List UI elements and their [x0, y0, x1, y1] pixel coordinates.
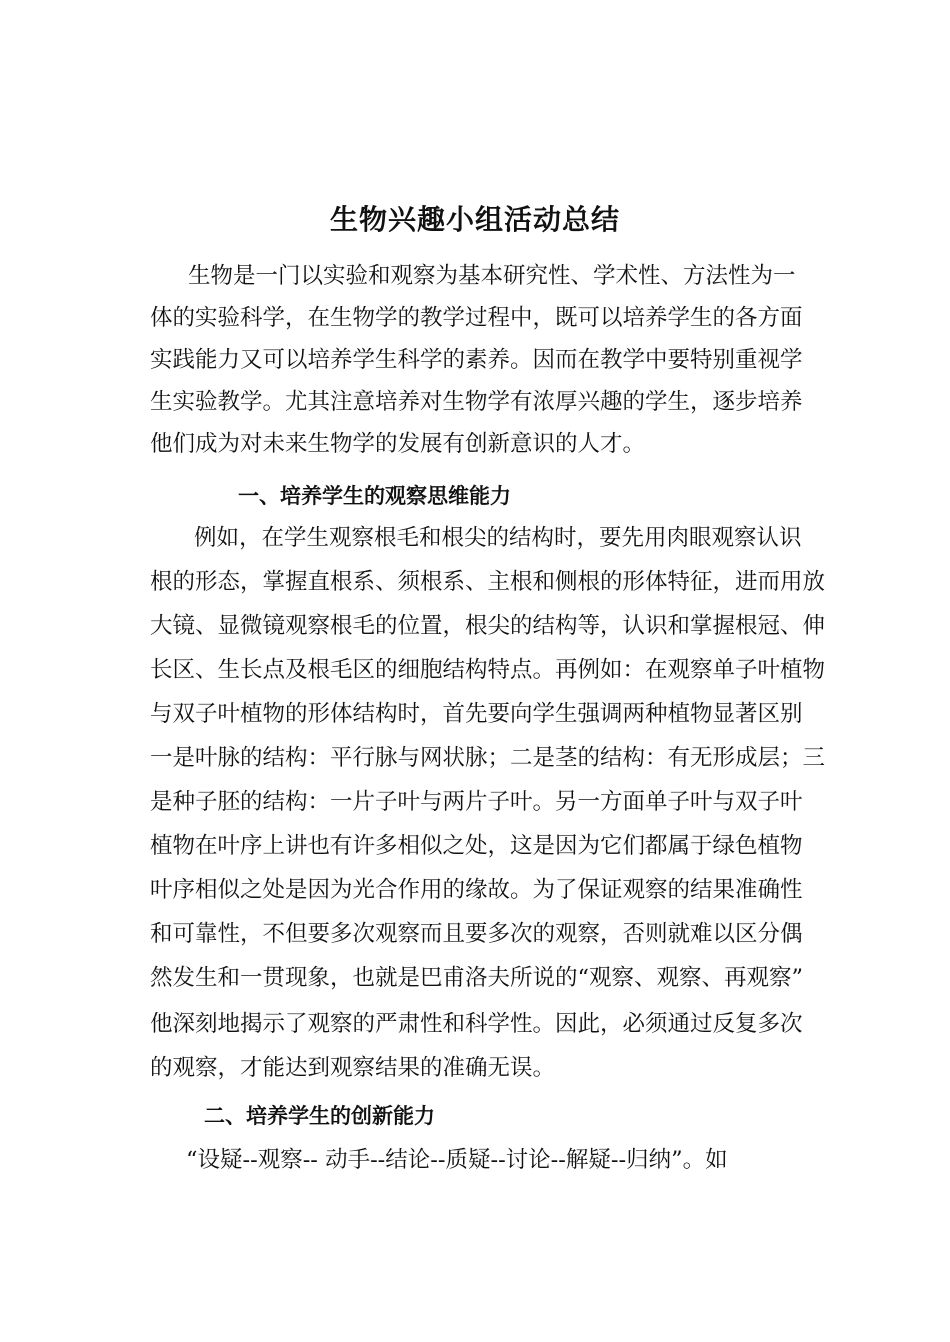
paragraph-line: 实践能力又可以培养学生科学的素养。因而在教学中要特别重视学 [150, 347, 803, 373]
paragraph-line: 例如，在学生观察根毛和根尖的结构时，要先用肉眼观察认识 [194, 525, 802, 551]
paragraph-line: 体的实验科学，在生物学的教学过程中，既可以培养学生的各方面 [150, 305, 803, 331]
paragraph-line: 的观察，才能达到观察结果的准确无误。 [150, 1055, 556, 1081]
paragraph-line: 长区、生长点及根毛区的细胞结构特点。再例如：在观察单子叶植物 [150, 657, 826, 683]
paragraph-line: 一是叶脉的结构：平行脉与网状脉；二是茎的结构：有无形成层；三 [150, 745, 826, 771]
paragraph-line: 叶序相似之处是因为光合作用的缘故。为了保证观察的结果准确性 [150, 877, 803, 903]
section-heading-innovation: 二、培养学生的创新能力 [204, 1104, 435, 1128]
paragraph-line: 生实验教学。尤其注意培养对生物学有浓厚兴趣的学生，逐步培养 [150, 389, 803, 415]
paragraph-line: 他们成为对未来生物学的发展有创新意识的人才。 [150, 431, 646, 457]
paragraph-line: 然发生和一贯现象，也就是巴甫洛夫所说的“观察、观察、再观察” [150, 965, 804, 991]
document-title: 生物兴趣小组活动总结 [329, 203, 620, 236]
paragraph-line: 根的形态，掌握直根系、须根系、主根和侧根的形体特征，进而用放 [150, 569, 826, 595]
paragraph-line: 生物是一门以实验和观察为基本研究性、学术性、方法性为一 [188, 263, 796, 289]
paragraph-line: 是种子胚的结构：一片子叶与两片子叶。另一方面单子叶与双子叶 [150, 789, 803, 815]
paragraph-line: “设疑--观察-- 动手--结论--质疑--讨论--解疑--归纳”。如 [186, 1147, 728, 1173]
paragraph-line: 和可靠性，不但要多次观察而且要多次的观察，否则就难以区分偶 [150, 921, 803, 947]
paragraph-line: 大镜、显微镜观察根毛的位置，根尖的结构等，认识和掌握根冠、伸 [150, 613, 826, 639]
paragraph-line: 与双子叶植物的形体结构时，首先要向学生强调两种植物显著区别 [150, 701, 803, 727]
paragraph-line: 他深刻地揭示了观察的严肃性和科学性。因此，必须通过反复多次 [150, 1011, 803, 1037]
section-heading-observation: 一、培养学生的观察思维能力 [238, 484, 511, 508]
paragraph-line: 植物在叶序上讲也有许多相似之处，这是因为它们都属于绿色植物 [150, 833, 803, 859]
